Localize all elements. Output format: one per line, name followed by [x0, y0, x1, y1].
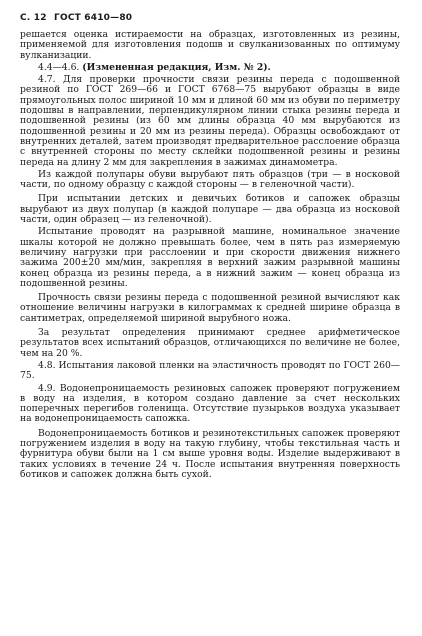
page-number: С. 12: [20, 13, 47, 23]
standard-code: ГОСТ 6410—80: [54, 13, 133, 23]
page-header: [20, 12, 400, 24]
amendment-label: (Измененная редакция, Изм. № 2).: [82, 61, 271, 73]
paragraph-4-7: 4.7. Для проверки прочности связи резины переда с подошвенной резиной по ГОСТ 269—66 и ГОСТ 6768—75 вырубают образцы в виде прямоугольных полос шириной 10 мм и длиной 60 мм из обуви по периметру подошвы в направлении, перпендикулярном линии стыка резины переда и подошвенной резины (из 60 мм длины образца 40 мм вырубаются из подошвенной резины и 20 мм из резины переда). Образцы освобождают от внутренних деталей, затем производят предварительное расслоение образца с внутренней стороны по месту склейки подошвенной резины и резины переда на длину 2 мм для закрепления в зажимах динамометра.: [20, 74, 400, 168]
paragraph-4-9: 4.9. Водонепроницаемость резиновых сапожек проверяют погружением в воду на изделия, в котором создано давление за счет нескольких поперечных перегибов голенища. Отсутствие пузырьков воздуха указывает на водонепроницаемость сапожка.: [20, 382, 400, 425]
paragraph-children-boots: При испытании детских и девичьих ботиков и сапожек образцы вырубают из двух полупар (в каждой полупаре — два образца из носковой части, один образец — из геленочной).: [20, 193, 400, 226]
amendment-note: [20, 63, 400, 73]
paragraph-test-machine: Испытание проводят на разрывной машине, номинальное значение шкалы которой не должно превышать более, чем в пять раз измеряемую величину нагрузки при расслоении и при скорости движения нижнего зажима 200±20 мм/мин, закрепляя в верхний зажим разрывной машины конец образца из резины переда, а в нижний зажим — конец образца из подошвенной резины.: [20, 226, 400, 289]
paragraph-result: За результат определения принимают среднее арифметическое результатов всех испытаний образцов, отличающихся по величине не более, чем на 20 %.: [20, 327, 400, 359]
amendment-clauses: 4.4—4.6.: [38, 61, 80, 73]
paragraph-boots-waterproof: Водонепроницаемость ботиков и резинотекстильных сапожек проверяют погружением изделия в воду на такую глубину, чтобы текстильная часть и фурнитура обуви были на 1 см выше уровня воды. Изделие выдерживают в таких условиях в течение 24 ч. После испытания внутренняя поверхность ботиков и сапожек должна быть сухой.: [20, 427, 400, 480]
paragraph-sample-count: Из каждой полупары обуви вырубают пять образцов (три — в носковой части, по одному образцу с каждой стороны — в геленочной части).: [20, 168, 400, 191]
body-text: [20, 30, 400, 480]
paragraph-bond-strength: Прочность связи резины переда с подошвенной резиной вычисляют как отношение величины нагрузки в килограммах к средней ширине образца в сантиметрах, определяемой шириной вырубного ножа.: [20, 292, 400, 324]
paragraph-4-8: 4.8. Испытания лаковой пленки на эластичность проводят по ГОСТ 260—75.: [20, 359, 400, 382]
paragraph-continuation: решается оценка истираемости на образцах, изготовленных из резины, применяемой для изготовления подошв и свулканизованных по оптимуму вулканизации.: [20, 29, 400, 61]
